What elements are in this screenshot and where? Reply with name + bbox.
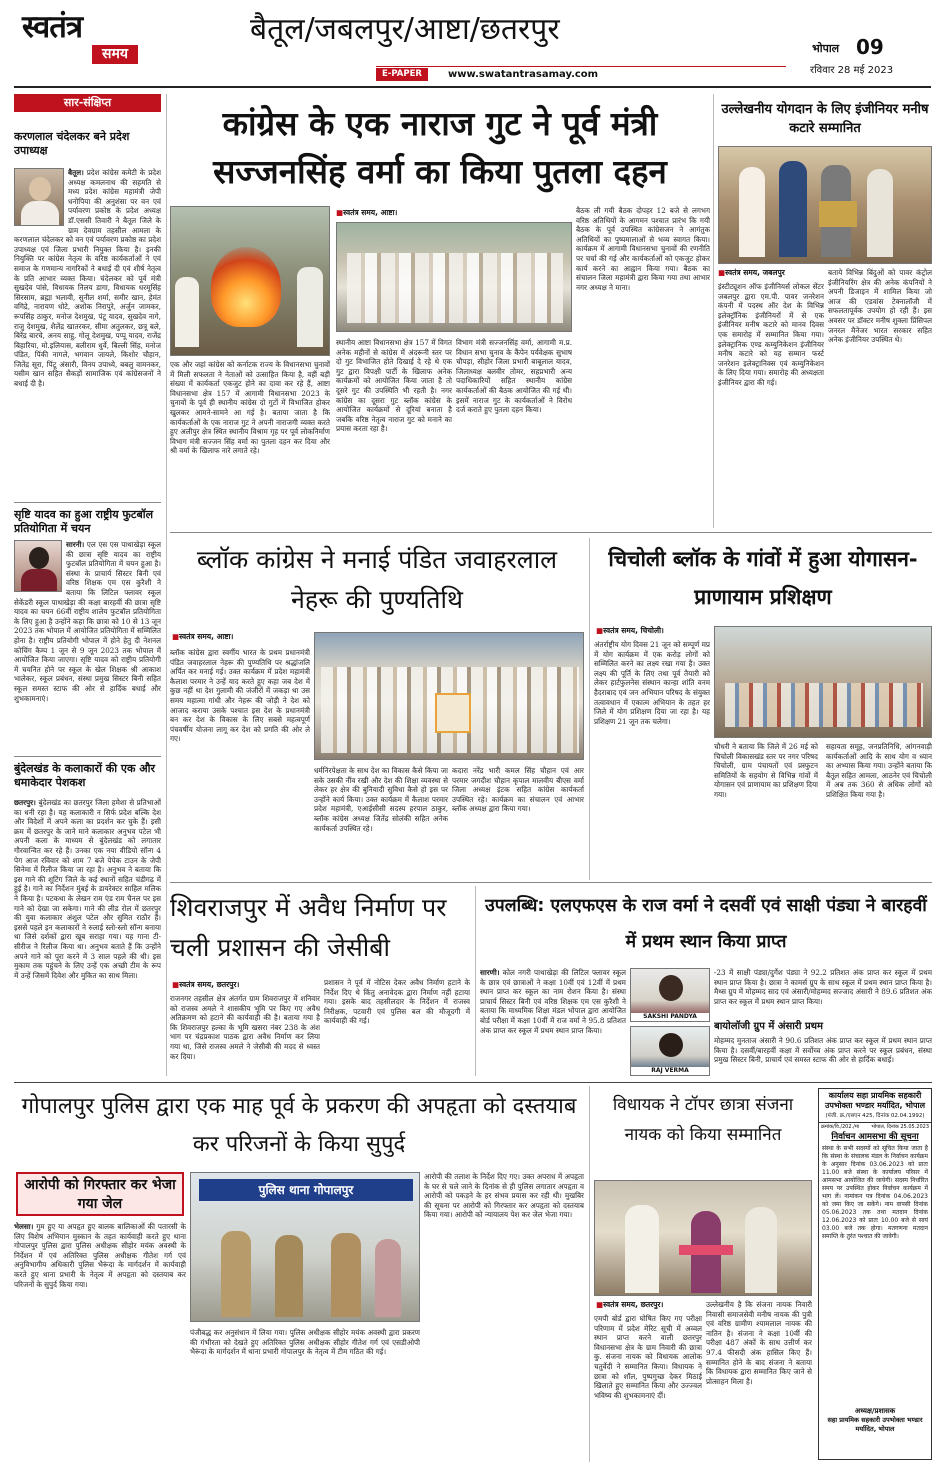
logo-line1: स्वतंत्र [22,9,83,45]
lead-col4: बैठक ली गयी बैठक दोपहर 12 बजे से लगभग वरिष्ठ अतिथियों के आगमन पश्चात प्रारंभ कि गयी बैठक के पूर्व उपस्थित कांग्रेसजन ने आगंतुक अतिथियों का पुष्पमालाओं से भव्य स्वागत किया। कार्यक्रम में आगामी विधानसभा चुनावों की रणनीति पर चर्चा की गई और कार्यकर्ताओं को एकजुट होकर कार्य करने का आह्वान किया गया। बैठक का संचालन जिला महामंत्री द्वारा किया गया तथा आभार नगर अध्यक्ष ने माना। [576,206,710,292]
ad-reg: (पंजी. क्र./एसएन 425, दिनांक 02.04.1992) [819,1113,931,1123]
sidebar-story1-headline: करणलाल चंदेलकर बने प्रदेश उपाध्यक्ष [14,130,130,157]
ad-notice-title: निर्वाचन आमसभा की सूचना [831,1132,919,1142]
shivrajpur-divider [475,886,476,1076]
masthead-city: भोपाल [812,42,840,55]
nehru-divider [589,538,590,880]
ad-sign2: सहा प्रायमिक सहकारी उपभोक्ता भण्डार मर्यादित, भोपाल [827,1416,923,1433]
yoga-headline: चिचोली ब्लॉक के गांवों में हुआ योगासन-प्राणायाम प्रशिक्षण [608,547,918,609]
nehru-col3: कदारा नरेंद्र भारी कमल सिंह चौहान एवं आर परमार जगदीश चौहान कृपाल मालवीय बीएस वर्मा जिला अध्यक्ष इंटक सहित कांग्रेस कार्यकर्ता उपस्थित रहे। कार्यक्रम का संचालन एवं आभार ब्लॉक अध्यक्ष द्वारा किया गया। [452,766,584,814]
nehru-photo-tribute [314,632,584,760]
results-subhead: बायोलॉजी ग्रुप में अंसारी प्रथम [714,1021,824,1032]
masthead-logo [22,10,164,68]
police-col1 [14,1222,186,1458]
sanjana-col1: एमपी बोर्ड द्वारा घोषित किए गए परीक्षा परिणाम में प्रदेश मेरिट सूची में अव्वल स्थान प्राप्त करने वाली छतरपुर विधानसभा क्षेत्र के ग्राम निवारी की छात्रा कु. संजना नायक को विधायक आलोक चतुर्वेदी ने सम्मानित किया। विधायक ने छात्रा को शॉल, पुष्पगुच्छ देकर मिठाई खिलाते हुए सम्मानित किया और उज्ज्वल भविष्य की शुभकामनाएं दीं। [594,1314,702,1400]
police-station-sign: पुलिस थाना गोपालपुर [199,1179,413,1201]
results-photo-sakshi [630,968,710,1022]
epaper-label: E-PAPER [376,68,428,81]
lead-col1: एक और जहां कांग्रेस को कर्नाटक राज्य के विधानसभा चुनावों में मिली सफलता ने नेताओं को उत्साहित किया है, वहीं बड़ी संख्या में कार्यकर्ता एकजुट होने का दावा कर रहे हैं, आष्टा विधानसभा क्षेत्र 157 में आगामी विधानसभा 2023 के चुनावों के पूर्व ही स्थानीय कांग्रेस दो गुटों में विभाजित होकर खुलकर आमने-सामने आ गई है। बताया जाता है कि कार्यकर्ताओं के एक नाराज गुट ने अपनी नाराजगी व्यक्त करते हुए अलीपुर क्षेत्र स्थित स्थानीय विश्राम गृह पर पूर्व लोकनिर्माण विभाग मंत्री सज्जन सिंह वर्मा का पुतला दहन कर दिया और श्री वर्मा के खिलाफ नारे लगाते रहे। [170,360,330,456]
manish-headline: उल्लेखनीय योगदान के लिए इंजीनियर मनीष कटारे सम्मानित [721,102,929,136]
lead-headline: कांग्रेस के एक नाराज गुट ने पूर्व मंत्री सज्जनसिंह वर्मा का किया पुतला दहन [213,104,667,191]
police-col1-body: गुम हुए या अपहृत हुए बालक बालिकाओं की पतारसी के लिए विशेष अभियान मुस्कान के तहत कार्यवाही करते हुए थाना गोपालपुर पुलिस द्वारा पुलिस अधीक्षक सीहोर मयंक अवस्थी के निर्देशन में एवं अतिरिक्त पुलिस अधीक्षक गीतेश गर्ग एवं अनुविभागीय अधिकारी पुलिस भैरूंदा के मार्गदर्शन में कार्यवाही करते हुए थाना प्रभारी के नेतृत्व में अपहृता को दस्तयाब कर परिजनों के सुपुर्द किया गया। [14,1222,186,1289]
yoga-photo-session [714,626,932,738]
sidebar-rule1 [14,502,161,503]
nehru-col1: ब्लॉक कांग्रेस द्वारा स्वर्गीय भारत के प्रथम प्रधानमंत्री पंडित जवाहरलाल नेहरू की पुण्यतिथि पर श्रद्धांजलि अर्पित कर मनाई गई। उक्त कार्यक्रम में प्रदेश महामंत्री कैलाश परमार ने उन्हें याद करते हुए कहा जब देश में कुछ नहीं था देश गुलामी की जंजीरों में जकड़ा था उस समय महात्मा गांधी और नेहरू की जोड़ी ने देश को आजाद कराया उसके पश्चात इस देश के प्रधानमंत्री बन कर देश के विकास के लिए सबसे महत्वपूर्ण पंचवर्षीय योजना लागू कर देश को प्रगति की ओर ले गए। [170,648,310,744]
lead-byline-visible: ■ स्वतंत्र समय, आष्टा। [336,208,566,218]
sidebar-story3-lead: छतरपुर। [14,798,36,807]
lead-col2: स्थानीय आष्टा विधानसभा क्षेत्र 157 में विगत अनेक महीनों से कांग्रेस में अंदरूनी स्तर पर दो गुट विभाजित होते दिखाई दे रहे थे एक गुट द्वारा विपक्षी पार्टी के खिलाफ अनेक कार्यक्रमों को आयोजित किया जाता है तो दूसरे गुट की उपस्थिति भी रहती है। नगर कांग्रेस का दूसरा गुट ब्लॉक कांग्रेस के आयोजित कार्यक्रमों से दूरियां बनाता है जबकि वरिष्ठ नेतृत्व नाराज गुट को मनाने का प्रयास करता रहा है। [336,338,452,434]
page-number: 09 [856,35,884,59]
police-headline: गोपालपुर पुलिस द्वारा एक माह पूर्व के प्रकरण की अपहृता को दस्तयाब कर परिजनों के किया सुपुर्द [21,1094,577,1157]
masthead-rule [14,86,931,88]
sidebar-story2-lead: सारनी। [66,540,85,549]
ad-notice-no: क्रमांक/वि./202./मा [821,1124,860,1130]
manish-photo-award [718,146,932,264]
masthead-date: रविवार 28 मई 2023 [810,65,894,76]
sidebar-story3-headline: बुंदेलखंड के कलाकारों की एक और धमाकेदार पेशकश [14,762,156,789]
section-rule2 [170,882,932,883]
ad-body: संस्था के सभी सदस्यों को सूचित किया जाता है कि संस्था के संचालक मंडल के निर्वाचन कार्यक्रम के अनुसार दिनांक 03.06.2023 को प्रातः 11.00 बजे संस्था के कार्यालय परिसर में आमसभा आयोजित की जायेगी। सदस्य निर्धारित समय पर उपस्थित होकर निर्वाचन कार्यक्रम में भाग लें। नामांकन पत्र दिनांक 04.06.2023 को जमा किए जा सकेंगे। नाम वापसी दिनांक 05.06.2023 तक तथा मतदान दिनांक 12.06.2023 को प्रातः 10.00 बजे से सायं 03.00 बजे तक होगा। मतगणना मतदान समाप्ति के तुरंत पश्चात की जावेगी। [822,1145,928,1240]
police-col3: आरोपी की तलाश के निर्देश दिए गए। उक्त अपराध में अपहृता के घर से चले जाने के दिनांक से ही पुलिस लगातार अपहृता व आरोपी को पकड़ने के हर संभव प्रयास कर रही थी। मुखबिर की सूचना पर आरोपी को गिरफ्तार कर अपहृता को दस्तयाब किया गया। आरोपी को न्यायालय पेश कर जेल भेजा गया। [424,1172,584,1220]
police-photo-station [190,1172,420,1322]
logo-line2: समय [92,45,138,64]
nehru-col2: धर्मनिरपेक्षता के साथ देश का विकास कैसे किया जा सके उसकी नींव रखी और देश की शिक्षा व्यवस्था से लेकर हर क्षेत्र की बुनियादी सुविधा कैसे हो इस पर उन्होंने कार्य किया। उक्त कार्यक्रम में कैलाश परमार प्रदेश महामंत्री, एआईसीसी सदस्य हरपाल ठाकुर, ब्लॉक कांग्रेस अध्यक्ष जितेंद्र सोलंकी सहित अनेक कार्यकर्ता उपस्थित रहे। [314,766,448,833]
sidebar-story1-lead: बैतूल। [68,168,84,177]
section-rule1 [170,532,932,533]
nehru-byline: ■ स्वतंत्र समय, आष्टा। [172,632,312,642]
results-lead: सारणी। [480,968,500,977]
sidebar-story3-text [14,798,161,1076]
yoga-col3: सहायता समूह, जनप्रतिनिधि, आंगनवाड़ी कार्यकर्ताओं आदि के साथ योग व ध्यान का अभ्यास किया गया। उन्होंने बताया कि बैतूल सहित आमला, आठनेर एवं चिचोली में अब तक 360 से अधिक लोगों को प्रशिक्षित किया गया है। [826,742,932,799]
sidebar [14,94,161,1076]
police-divider [589,1086,590,1462]
masthead-cities: बैतूल/जबलपुर/आष्टा/छतरपुर [250,12,560,47]
results-headline: उपलब्धि: एलएफएस के राज वर्मा ने दसवीं एवं साक्षी पंड्या ने बारहवीं में प्रथम स्थान किया प्राप्त [485,896,927,952]
sanjana-headline: विधायक ने टॉपर छात्रा संजना नायक को किया सम्मानित [612,1095,794,1145]
results-col2: -23 में साक्षी पंड्या/दुर्गेश पंड्या ने 92.2 प्रतिशत अंक प्राप्त कर स्कूल में प्रथम स्थान प्राप्त किया है। छात्रा ने कामर्स ग्रुप के साथ स्कूल में प्रथम स्थान प्राप्त किया है। मैथ्स ग्रुप में मोहम्मद साद एवं अंसारी/मोहम्मद सज्जाद अंसारी ने 89.6 प्रतिशत अंक प्राप्त कर स्कूल में प्रथम स्थान प्राप्त किया। [714,968,932,1006]
manish-col1: इंस्टीट्यूशन ऑफ इंजीनियर्स लोकल सेंटर जबलपुर द्वारा एम.पी. पावर जनरेशन कंपनी में पदस्थ ऑर देश के विभिन्न इलेक्ट्रॉनिक इंजीनियरों में से एक इंजीनियर मनीष कटारे को मानव दिवस एक समारोह में सम्मानित किया गया। इलेक्ट्रानिक एण्ड कम्युनिकेशन इंजीनियर मनीष कटारे को यह सम्मान फर्स्ट जनरेशन इलेक्ट्रानिक्स एवं कम्युनिकेशन के लिए दिया गया। समारोह की अध्यक्षता इंजीनियर द्वारा की गई। [718,282,824,387]
lead-photo-crowd [336,222,572,332]
section-rule3 [14,1082,932,1083]
yoga-col2: चौधरी ने बताया कि जिले में 26 मई को चिचोली विकासखंड स्तर पर नगर परिषद चिचोली, ग्राम पंचायतों एवं प्रस्फुटन समितियों के सहयोग से विभिन्न गांवों में योगासन एवं प्राणायाम का प्रशिक्षण दिया गया। [714,742,818,799]
yoga-byline: ■ स्वतंत्र समय, चिचोली। [596,626,716,636]
sidebar-story2-text [14,540,161,750]
sidebar-divider [166,94,167,1076]
results-col3: मोहम्मद मुनताज अंसारी ने 90.6 प्रतिशत अंक प्राप्त कर स्कूल में प्रथम स्थान प्राप्त किया है। दसवीं/बारहवीं कक्षा में सर्वोच्च अंक प्राप्त करने पर स्कूल प्रबंधन, संस्था प्रमुख सिस्टर बिनी, प्राचार्य एवं समस्त स्टाफ की ओर से हार्दिक बधाई। [714,1036,932,1065]
epaper-bar [376,66,786,81]
results-col1-body: कोल नगरी पाथाखेड़ा की लिटिल फ्लावर स्कूल के छात्र एवं छात्राओं ने कक्षा 10वीं एवं 12वीं में प्रथम स्थान प्राप्त कर स्कूल का नाम रोशन किया है। संस्था प्राचार्य सिस्टर बिनी एवं वरिष्ठ शिक्षक एम एस कुरैशी ने बताया कि माध्यमिक शिक्षा मंडल भोपाल द्वारा आयोजित बोर्ड परीक्षा में कक्षा 10वीं में राज वर्मा ने 95.8 प्रतिशत अंक प्राप्त कर स्कूल में प्रथम स्थान प्राप्त किया। [480,968,626,1035]
sidebar-section-title: सार-संक्षिप्त [14,94,161,112]
lead-photo-effigy-burning [170,206,330,356]
student1-label: SAKSHI PANDYA [631,1013,709,1021]
shivrajpur-col1: राजनगर तहसील क्षेत्र अंतर्गत ग्राम शिवराजपुर में शनिवार को राजस्व अमले ने शासकीय भूमि पर किए गए अवैध अतिक्रमण को हटाने की कार्यवाही की है। बताया गया है कि शिवराजपुर हल्का के भूमि खसरा नंबर 238 के अंश भाग पर चंद्रप्रकाश पाठक द्वारा अवैध निर्माण कर लिया गया था, जिसे राजस्व अमले ने जेसीबी की मदद से ध्वस्त कर दिया। [170,994,320,1061]
sidebar-rule2 [14,756,161,757]
sidebar-story3-body: बुंदेलखंड का छतरपुर जिला हमेशा से प्रतिभाओं का धनी रहा है। यह कलाकारी न सिर्फ प्रदेश बल्कि देश और विदेशों में अपने कला का प्रदर्शन कर चुके हैं। इसी क्रम में छतरपुर के जाने माने कलाकार अनुभव पटेल भी अपनी कला के माध्यम से बुंदेलखंड को लगातार गौरवान्वित कर रहे हैं। उनका एक नया वीडियो सॉन्ग 4 पेग आज रविवार को शाम 7 बजे पेपेक टाउन के जेपी सिनेमा में रिलीज किया जा रहा है। अनुभव ने बताया कि इस गाने की शूटिंग जिले के कई स्थानों सहित चंडीगढ़ में हुई है। गाने का निर्देशन मुंबई के डायरेक्टर साहिल मलिक ने किया है। पटकथा के लेखन राम एंड राम चैनल पर इस गाने को देखा जा सकेगा। गाने की लीड रोल में छतरपुर की युवा कलाकार अंशुल पटेल और सुमित राठौर हैं। इससे पहले इन कलाकारों ने रुलाई स्लो-स्लो सॉन्ग बनाया था जिसे दर्शकों द्वारा खूब सराहा गया। यह गाना टी-सीरीज ने रिलीज किया था। अनुभव बताते हैं कि उन्होंने अपने गाने को पूरा करने में 3 साल पहले की थी। इस मुकाम तक पहुंचने के लिए उन्हें एक अच्छी टीम के रूप में उन्हें जिसमें दिवेश और मुकित का साथ मिला। [14,798,161,980]
manish-col2: बताये विभिन्न बिंदुओं को पावर कंट्रोल इंजीनियरिंग क्षेत्र की अनेक कंपनियों ने अपनी डिजाइन में शामिल किया जो आज की एडवांस टेक्नालॉजी में सफलतापूर्वक उपयोग हो रही हैं। इस अवसर पर डॉक्टर मनीष शुक्ला प्रिंसिपल जनरल मैनेजर भारत सरकार सहित अनेक इंजीनियर उपस्थित थे। [828,268,932,345]
ad-notice-date: भोपाल, दिनांक 25.05.2023 [871,1124,929,1130]
lead-divider [713,94,714,528]
police-box: आरोपी को गिरफ्तार कर भेजा गया जेल [16,1172,184,1216]
sidebar-story2-body: एल एस एस पाथाखेड़ा स्कूल की छात्रा सृष्टि यादव का राष्ट्रीय फुटबॉल प्रतियोगिता में चयन हुआ है। संस्था के प्राचार्य सिस्टर बिनी एवं वरिष्ठ शिक्षक एम एस कुरैशी ने बताया कि लिटिल फ्लावर स्कूल सेकेंडरी स्कूल पाथाखेड़ा की कक्षा बारहवीं की छात्रा सृष्टि यादव का चयन 66वीं राष्ट्रीय शालेय फुटबॉल प्रतियोगिता के लिए हुआ है उन्होंने कहा कि छात्रा को 10 से 13 जून 2023 तक भोपाल में आयोजित प्रतियोगिता में सम्मिलित होना है। राष्ट्रीय प्रतियोगी भोपाल में होने हेतु दी नेशनल कोचिंग कैम्प 1 जून से 9 जून 2023 तक भोपाल में आयोजित किया जाएगा। सृष्टि यादव को राष्ट्रीय प्रतियोगी में चयनित होने पर स्कूल के खेल शिक्षक श्री आकाश भालेकर, स्कूल प्रबंधन, संस्था प्रमुख सिस्टर बिनी सहित स्कूल समस्त स्टाफ की ओर से हार्दिक बधाई और शुभकामनाएं। [14,540,161,703]
police-lead: भेलसा। [14,1222,34,1231]
manish-byline: ■ स्वतंत्र समय, जबलपुर [718,268,828,278]
student2-label: RAJ VERMA [631,1067,709,1075]
shivrajpur-byline: ■ स्वतंत्र समय, छतरपुर। [172,980,322,990]
ad-sign1: अध्यक्ष/प्रशासक [854,1407,896,1415]
nehru-headline: ब्लॉक कांग्रेस ने मनाई पंडित जवाहरलाल नेहरू की पुण्यतिथि [196,545,558,614]
police-col2: पंजीबद्ध कर अनुसंधान में लिया गया। पुलिस अधीक्षक सीहोर मयंक अवस्थी द्वारा प्रकरण की गंभीरता को देखते हुए अतिरिक्त पुलिस अधीक्षक सीहोर गीतेश गर्ग एवं एसडीओपी भैरूंदा के मार्गदर्शन में थाना प्रभारी गोपालपुर के नेतृत्व में टीम गठित की गई। [190,1328,420,1357]
shivrajpur-headline: शिवराजपुर में अवैध निर्माण पर चली प्रशासन की जेसीबी [170,893,447,962]
sidebar-story1-text [14,168,161,494]
results-photo-raj [630,1026,710,1076]
results-col1 [480,968,626,1076]
sidebar-story1-body: प्रदेश कांग्रेस कमेटी के प्रदेश अध्यक्ष कमलनाथ की सहमति से मध्य प्रदेश कांग्रेस महामंत्री जेपी धनोपिया की अनुशंसा पर वन एवं पर्यावरण प्रकोष्ठ के प्रदेश अध्यक्ष डॉ.एससी तिवारी ने बैतूल जिले के ग्राम देवग्राम तहसील आमला के करणलाल चंदेलकर को वन एवं पर्यावरण प्रकोष्ठ का प्रदेश उपाध्यक्ष एवं जिला प्रभारी नियुक्त किया है। इनकी नियुक्ति पर कांग्रेस नेतृत्व के वरिष्ठ कार्यकर्ताओं ने एवं समाज के गणमान्य नागरिकों ने बधाई दी एवं शीर्ष नेतृत्व के प्रति आभार व्यक्त किया। चंदेलकर को पूर्व मंत्री सुखदेव पांसे, विधायक निलय डागा, विधायक धरमूसिंह सिरसाम, ब्रह्मा भलावी, सुनील शर्मा, समीर खान, हेमंत वगिद्रे, नारायण धोटे, अशोक निरापुरे, अर्जुन जामकर, रूपसिंह ठाकुर, मनोज देशमुख, पंटू यादव, सुखदेव नागे, राजु देशमुख, शैलेंद्र खातरकर, सीमा अतुलकर, छत्रू बले, बिरेंद्र बारचे, अनय साहु, गोलू देशमुख, पप्पू यादव, राजेंद्र बिहारिया, मो.इलियास, बलीराम धुर्वे, बिल्ली सिंह, मनोज पंडित, पिंकी नागले, भगवान जायले, किशोर चौहान, जितेंद्र सूरा, पिंटू अंसारी, विनय उपाध्ये, बबलु वामनकर, यसीम खान सहित सैकड़ों सामाजिक एवं कांग्रेसजनों ने बधाई दी है। [14,168,161,389]
sanjana-photo-felicitation [594,1180,812,1296]
website-link[interactable]: www.swatantrasamay.com [448,69,599,80]
ad-title: कार्यालय सहा प्रायमिक सहकारी उपभोक्ता भण्डार मर्यादित, भोपाल [824,1091,926,1110]
yoga-col1: अंतर्राष्ट्रीय योग दिवस 21 जून को सम्पूर्ण मप्र में योग कार्यक्रम में एक करोड़ लोगों को सम्मिलित करने का लक्ष्य रखा गया है। उक्त लक्ष्य की पूर्ति के लिए तथा पूर्व तैयारी को लेकर हार्टफुलनेस संस्थान कान्हा शांति वनम हैदराबाद एवं जन अभियान परिषद के संयुक्त तत्वावधान में एकात्म अभियान के तहत हर जिले में योग प्रशिक्षण दिया जा रहा है। यह प्रशिक्षण 21 जून तक चलेगा। [594,640,710,726]
ad-notice [818,1088,932,1460]
sanjana-byline: ■ स्वतंत्र समय, छतरपुर। [596,1300,716,1310]
sanjana-col2: उल्लेखनीय है कि संजना नायक निवारी निवासी समाजसेवी मनीष नायक की पुत्री एवं वरिष्ठ ग्रामीण श्यामलाल नायक की नातिन है। संजना ने कक्षा 10वीं की परीक्षा 487 अंकों के साथ उत्तीर्ण कर 97.4 फीसदी अंक हासिल किए हैं। सम्मानित होने के बाद संजना ने बताया कि विधायक द्वारा सम्मानित किए जाने से प्रोत्साहन मिला है। [706,1300,812,1386]
shivrajpur-col2: प्रशासन ने पूर्व में नोटिस देकर अवैध निर्माण हटाने के निर्देश दिए थे किंतु अनावेदक द्वारा निर्माण नहीं हटाया गया। इसके बाद तहसीलदार के निर्देशन में राजस्व निरीक्षक, पटवारी एवं पुलिस बल की मौजूदगी में कार्यवाही की गई। [324,978,470,1026]
sidebar-story2-headline: सृष्टि यादव का हुआ राष्ट्रीय फुटबॉल प्रतियोगिता में चयन [14,508,154,535]
lead-col3: विभाग मंत्री सज्जनसिंह वर्मा, आगामी म.प्र. विधान सभा चुनाव के कैंपेन पर्यवेक्षक सुभाष चौपड़ा, सीहोर जिला प्रभारी बाबूलाल यादव, जिलाध्यक्ष बलवीर तोमर, सहप्रभारी अन्य पदाधिकारियों सहित स्थानीय कांग्रेस कार्यकर्ताओं की बैठक आयोजित की गई थी। इसमें नाराज गुट के कार्यकर्ताओं ने विरोध दर्ज कराते हुए पुतला दहन किया। [456,338,572,415]
